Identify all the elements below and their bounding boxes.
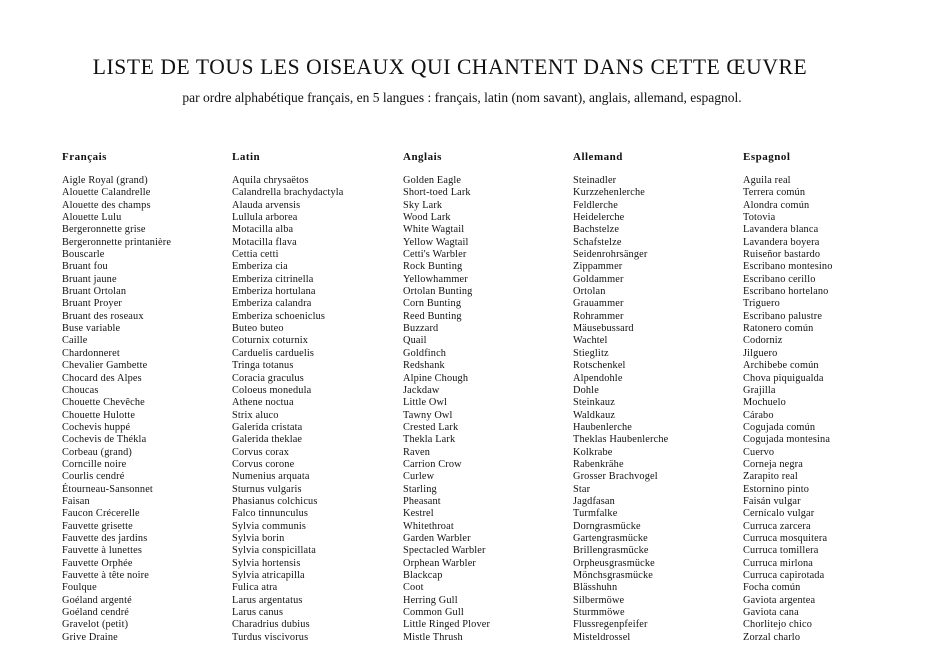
bird-name-entry: Goldfinch bbox=[403, 347, 447, 359]
bird-name-entry: Schafstelze bbox=[573, 236, 622, 248]
column-header: Espagnol bbox=[743, 151, 791, 163]
bird-name-entry: Orphean Warbler bbox=[403, 557, 476, 569]
bird-name-entry: Corbeau (grand) bbox=[62, 446, 133, 458]
bird-name-entry: Stieglitz bbox=[573, 347, 609, 359]
bird-name-entry: Crested Lark bbox=[403, 421, 459, 433]
bird-name-entry: Ortolan bbox=[573, 286, 606, 298]
bird-name-entry: Coot bbox=[403, 582, 424, 594]
bird-name-entry: Goéland argenté bbox=[62, 594, 132, 606]
bird-name-entry: Tawny Owl bbox=[403, 409, 453, 421]
bird-name-entry: Choucas bbox=[62, 384, 99, 396]
bird-name-entry: Heidelerche bbox=[573, 212, 625, 224]
bird-name-entry: Bergeronnette printanière bbox=[62, 236, 172, 248]
bird-name-entry: Cogujada común bbox=[743, 421, 816, 433]
bird-name-entry: Jackdaw bbox=[403, 384, 440, 396]
bird-name-entry: Ratonero común bbox=[743, 323, 814, 335]
bird-name-entry: Fauvette à tête noire bbox=[62, 570, 149, 581]
bird-name-entry: Jagdfasan bbox=[573, 495, 615, 507]
bird-name-entry: Triguero bbox=[743, 298, 780, 310]
bird-name-entry: Galerida cristata bbox=[232, 421, 303, 433]
bird-name-entry: Grosser Brachvogel bbox=[573, 471, 658, 483]
page-subtitle: par ordre alphabétique français, en 5 langues : français, latin (nom savant), anglais, allemand, espagnol. bbox=[182, 90, 742, 105]
bird-name-entry: Faisan bbox=[62, 495, 90, 507]
bird-name-entry: Misteldrossel bbox=[573, 631, 631, 643]
bird-name-entry: Zorzal charlo bbox=[743, 631, 801, 643]
bird-name-entry: Yellow Wagtail bbox=[403, 236, 469, 248]
bird-name-entry: Spectacled Warbler bbox=[403, 545, 486, 557]
bird-name-entry: Bruant fou bbox=[62, 261, 108, 273]
bird-name-entry: Buzzard bbox=[403, 323, 439, 335]
bird-name-entry: Larus argentatus bbox=[232, 594, 303, 606]
bird-name-entry: Chouette Hulotte bbox=[62, 409, 136, 421]
bird-name-entry: Brillengrasmücke bbox=[573, 545, 649, 557]
bird-name-entry: Coloeus monedula bbox=[232, 384, 312, 396]
bird-name-entry: Goéland cendré bbox=[62, 607, 129, 619]
column-header: Anglais bbox=[403, 151, 442, 163]
bird-name-entry: Charadrius dubius bbox=[232, 619, 310, 631]
bird-name-entry: Aigle Royal (grand) bbox=[62, 175, 148, 186]
bird-name-entry: Goldammer bbox=[573, 273, 624, 285]
bird-name-entry: Calandrella brachydactyla bbox=[232, 187, 344, 199]
bird-name-entry: Rohrammer bbox=[573, 310, 624, 322]
bird-name-entry: Phasianus colchicus bbox=[232, 495, 318, 507]
bird-name-entry: Gaviota cana bbox=[743, 607, 799, 619]
bird-name-entry: Alondra común bbox=[743, 199, 810, 211]
bird-name-entry: Aguila real bbox=[743, 175, 791, 186]
bird-name-entry: Grajilla bbox=[743, 384, 776, 396]
bird-name-entry: Carduelis carduelis bbox=[232, 347, 315, 359]
bird-name-entry: Totovia bbox=[743, 212, 776, 224]
bird-name-entry: Short-toed Lark bbox=[403, 187, 471, 199]
bird-name-entry: Mistle Thrush bbox=[403, 631, 463, 643]
bird-name-entry: Little Owl bbox=[403, 397, 448, 409]
bird-name-entry: Emberiza cia bbox=[232, 261, 288, 273]
bird-name-entry: Fauvette à lunettes bbox=[62, 545, 143, 557]
bird-name-entry: Theklas Haubenlerche bbox=[573, 434, 669, 446]
bird-name-entry: Bachstelze bbox=[573, 224, 620, 236]
bird-name-entry: Silbermöwe bbox=[573, 594, 625, 606]
bird-name-entry: Common Gull bbox=[403, 607, 464, 619]
bird-name-entry: Coturnix coturnix bbox=[232, 335, 309, 347]
bird-name-entry: Chardonneret bbox=[62, 347, 120, 359]
bird-name-entry: Orpheusgrasmücke bbox=[573, 557, 655, 569]
bird-name-entry: Gravelot (petit) bbox=[62, 619, 129, 631]
bird-name-entry: Alauda arvensis bbox=[232, 199, 301, 211]
bird-name-entry: Cuervo bbox=[743, 446, 775, 458]
bird-name-entry: Estornino pinto bbox=[743, 483, 810, 495]
bird-name-entry: Sturnus vulgaris bbox=[232, 483, 302, 495]
bird-name-entry: Blässhuhn bbox=[573, 582, 618, 594]
bird-name-entry: Fauvette Orphée bbox=[62, 557, 133, 569]
bird-name-entry: Cetti's Warbler bbox=[403, 249, 467, 261]
bird-name-entry: Courlis cendré bbox=[62, 471, 125, 483]
bird-name-entry: Gartengrasmücke bbox=[573, 532, 648, 544]
bird-name-entry: Aquila chrysaëtos bbox=[232, 175, 309, 186]
bird-name-entry: Alouette Lulu bbox=[62, 212, 122, 224]
bird-name-entry: Archibebe común bbox=[743, 360, 819, 372]
bird-name-entry: Sylvia atricapilla bbox=[232, 570, 305, 581]
bird-name-entry: Cogujada montesina bbox=[743, 434, 831, 446]
column-espagnol bbox=[743, 150, 833, 644]
bird-name-entry: Wachtel bbox=[573, 335, 608, 347]
bird-name-entry: Strix aluco bbox=[232, 409, 279, 421]
bird-name-entry: Herring Gull bbox=[403, 594, 458, 606]
column-francais bbox=[62, 150, 171, 644]
bird-name-entry: Flussregenpfeifer bbox=[573, 619, 648, 631]
bird-name-entry: Terrera común bbox=[743, 187, 806, 199]
bird-name-entry: Focha común bbox=[743, 582, 801, 594]
bird-name-entry: Corvus corone bbox=[232, 458, 295, 470]
column-header: Allemand bbox=[573, 151, 623, 163]
bird-name-entry: Zippammer bbox=[573, 261, 623, 273]
bird-name-entry: Starling bbox=[403, 483, 437, 495]
bird-name-entry: Waldkauz bbox=[573, 409, 616, 421]
bird-name-entry: Buteo buteo bbox=[232, 323, 284, 335]
bird-name-entry: Kestrel bbox=[403, 508, 434, 520]
bird-name-entry: Emberiza citrinella bbox=[232, 273, 314, 285]
bird-name-entry: Motacilla alba bbox=[232, 224, 294, 236]
bird-name-entry: Numenius arquata bbox=[232, 471, 310, 483]
column-anglais bbox=[403, 150, 490, 644]
bird-name-entry: Feldlerche bbox=[573, 199, 618, 211]
bird-name-entry: Coracia graculus bbox=[232, 372, 304, 384]
bird-name-entry: Quail bbox=[403, 335, 427, 347]
bird-name-entry: Corn Bunting bbox=[403, 298, 462, 310]
bird-name-entry: Gaviota argentea bbox=[743, 594, 816, 606]
bird-name-entry: Steinadler bbox=[573, 175, 617, 186]
bird-name-entry: Tringa totanus bbox=[232, 360, 294, 372]
bird-name-entry: Buse variable bbox=[62, 323, 121, 335]
column-header: Latin bbox=[232, 151, 261, 163]
bird-name-entry: Corneja negra bbox=[743, 458, 803, 470]
bird-name-entry: Kurzzehenlerche bbox=[573, 187, 645, 199]
bird-name-entry: Steinkauz bbox=[573, 397, 615, 409]
bird-name-entry: Bergeronnette grise bbox=[62, 224, 146, 236]
bird-name-entry: Fauvette des jardins bbox=[62, 532, 148, 544]
bird-name-entry: Alouette Calandrelle bbox=[62, 187, 151, 199]
bird-name-entry: Corvus corax bbox=[232, 446, 289, 458]
column-allemand bbox=[573, 150, 668, 644]
bird-name-entry: Dohle bbox=[573, 384, 599, 396]
bird-name-entry: Caille bbox=[62, 335, 88, 347]
bird-name-entry: Rock Bunting bbox=[403, 261, 463, 273]
bird-name-entry: Turdus viscivorus bbox=[232, 631, 309, 643]
bird-name-entry: Grive Draine bbox=[62, 631, 118, 643]
bird-name-entry: Curruca zarcera bbox=[743, 520, 811, 532]
bird-name-entry: Curruca mirlona bbox=[743, 557, 814, 569]
bird-name-entry: Fauvette grisette bbox=[62, 520, 133, 532]
bird-name-entry: Emberiza calandra bbox=[232, 298, 312, 310]
bird-name-entry: Bruant jaune bbox=[62, 273, 117, 285]
bird-name-entry: Cochevis de Thékla bbox=[62, 434, 147, 446]
bird-name-entry: Curruca capirotada bbox=[743, 570, 825, 581]
bird-name-entry: Little Ringed Plover bbox=[403, 619, 491, 631]
bird-name-entry: Faisán vulgar bbox=[743, 495, 801, 507]
bird-name-entry: Mönchsgrasmücke bbox=[573, 570, 654, 581]
bird-name-entry: Sylvia communis bbox=[232, 520, 307, 532]
bird-name-entry: Seidenrohrsänger bbox=[573, 249, 648, 261]
bird-name-entry: Alpendohle bbox=[573, 372, 623, 384]
bird-name-entry: Chevalier Gambette bbox=[62, 360, 148, 372]
bird-name-entry: Faucon Crécerelle bbox=[62, 508, 140, 520]
bird-name-entry: Kolkrabe bbox=[573, 446, 613, 458]
bird-name-entry: Raven bbox=[403, 446, 431, 458]
bird-name-entry: Redshank bbox=[403, 360, 445, 372]
bird-name-entry: Rotschenkel bbox=[573, 360, 626, 372]
bird-name-entry: Mochuelo bbox=[743, 397, 786, 409]
bird-name-entry: Garden Warbler bbox=[403, 532, 471, 544]
bird-name-entry: Turmfalke bbox=[573, 508, 618, 520]
bird-name-entry: Fulica atra bbox=[232, 582, 278, 594]
bird-name-entry: Blackcap bbox=[403, 570, 443, 581]
bird-name-entry: Curruca mosquitera bbox=[743, 532, 828, 544]
bird-name-entry: Bruant Proyer bbox=[62, 298, 123, 310]
bird-name-entry: Bouscarle bbox=[62, 249, 105, 261]
bird-name-entry: Sylvia conspicillata bbox=[232, 545, 316, 557]
bird-name-entry: Étourneau-Sansonnet bbox=[62, 483, 153, 495]
bird-name-entry: Escribano palustre bbox=[743, 310, 823, 322]
bird-name-entry: Golden Eagle bbox=[403, 175, 462, 186]
bird-name-entry: Chouette Chevêche bbox=[62, 397, 145, 409]
bird-name-entry: Sylvia hortensis bbox=[232, 557, 301, 569]
bird-name-entry: Bruant des roseaux bbox=[62, 310, 144, 322]
column-header: Français bbox=[62, 151, 107, 163]
bird-name-entry: Corncille noire bbox=[62, 458, 127, 470]
bird-name-entry: Chorlitejo chico bbox=[743, 619, 813, 631]
bird-name-entry: Yellowhammer bbox=[403, 273, 468, 285]
bird-name-entry: Sturmmöwe bbox=[573, 607, 625, 619]
bird-name-entry: Falco tinnunculus bbox=[232, 508, 309, 520]
bird-name-entry: Mäusebussard bbox=[573, 323, 634, 335]
column-latin bbox=[232, 150, 344, 644]
bird-name-entry: Wood Lark bbox=[403, 212, 451, 224]
bird-name-entry: Cárabo bbox=[743, 409, 774, 421]
bird-name-entry: Chocard des Alpes bbox=[62, 372, 142, 384]
bird-name-entry: Chova piquigualda bbox=[743, 372, 824, 384]
bird-name-entry: Lullula arborea bbox=[232, 212, 298, 224]
bird-name-entry: Lavandera boyera bbox=[743, 236, 820, 248]
bird-name-entry: Alpine Chough bbox=[403, 372, 469, 384]
bird-name-entry: Curruca tomillera bbox=[743, 545, 819, 557]
bird-name-entry: Ortolan Bunting bbox=[403, 286, 473, 298]
bird-name-entry: Galerida theklae bbox=[232, 434, 303, 446]
bird-name-entry: Rabenkrähe bbox=[573, 458, 624, 470]
bird-name-entry: Cettia cetti bbox=[232, 249, 279, 261]
bird-name-entry: Sylvia borin bbox=[232, 532, 285, 544]
bird-name-entry: Escribano montesino bbox=[743, 261, 833, 273]
bird-name-entry: Jilguero bbox=[743, 347, 778, 359]
bird-name-entry: Escribano hortelano bbox=[743, 286, 829, 298]
bird-name-entry: Larus canus bbox=[232, 607, 284, 619]
bird-name-entry: Dorngrasmücke bbox=[573, 520, 641, 532]
bird-name-entry: Athene noctua bbox=[232, 397, 294, 409]
bird-name-entry: Foulque bbox=[62, 582, 97, 594]
bird-name-entry: White Wagtail bbox=[403, 224, 465, 236]
bird-name-entry: Whitethroat bbox=[403, 520, 454, 532]
page-title: LISTE DE TOUS LES OISEAUX QUI CHANTENT DANS CETTE ŒUVRE bbox=[92, 54, 808, 79]
bird-name-entry: Ruiseñor bastardo bbox=[743, 249, 821, 261]
bird-name-entry: Haubenlerche bbox=[573, 421, 632, 433]
bird-name-entry: Curlew bbox=[403, 471, 435, 483]
bird-name-entry: Emberiza hortulana bbox=[232, 286, 316, 298]
bird-name-entry: Bruant Ortolan bbox=[62, 286, 127, 298]
bird-name-entry: Emberiza schoeniclus bbox=[232, 310, 326, 322]
bird-name-entry: Lavandera blanca bbox=[743, 224, 819, 236]
bird-name-entry: Motacilla flava bbox=[232, 236, 297, 248]
bird-name-entry: Codorniz bbox=[743, 335, 783, 347]
bird-name-entry: Reed Bunting bbox=[403, 310, 462, 322]
bird-name-entry: Escribano cerillo bbox=[743, 273, 816, 285]
bird-name-entry: Cernícalo vulgar bbox=[743, 508, 815, 520]
bird-name-entry: Sky Lark bbox=[403, 199, 443, 211]
bird-name-entry: Pheasant bbox=[403, 495, 441, 507]
bird-name-entry: Carrion Crow bbox=[403, 458, 462, 470]
bird-name-entry: Zarapito real bbox=[743, 471, 798, 483]
bird-name-entry: Grauammer bbox=[573, 298, 624, 310]
bird-name-entry: Alouette des champs bbox=[62, 199, 151, 211]
bird-name-entry: Thekla Lark bbox=[403, 434, 456, 446]
bird-name-entry: Star bbox=[573, 483, 591, 495]
bird-name-entry: Cochevis huppé bbox=[62, 421, 131, 433]
